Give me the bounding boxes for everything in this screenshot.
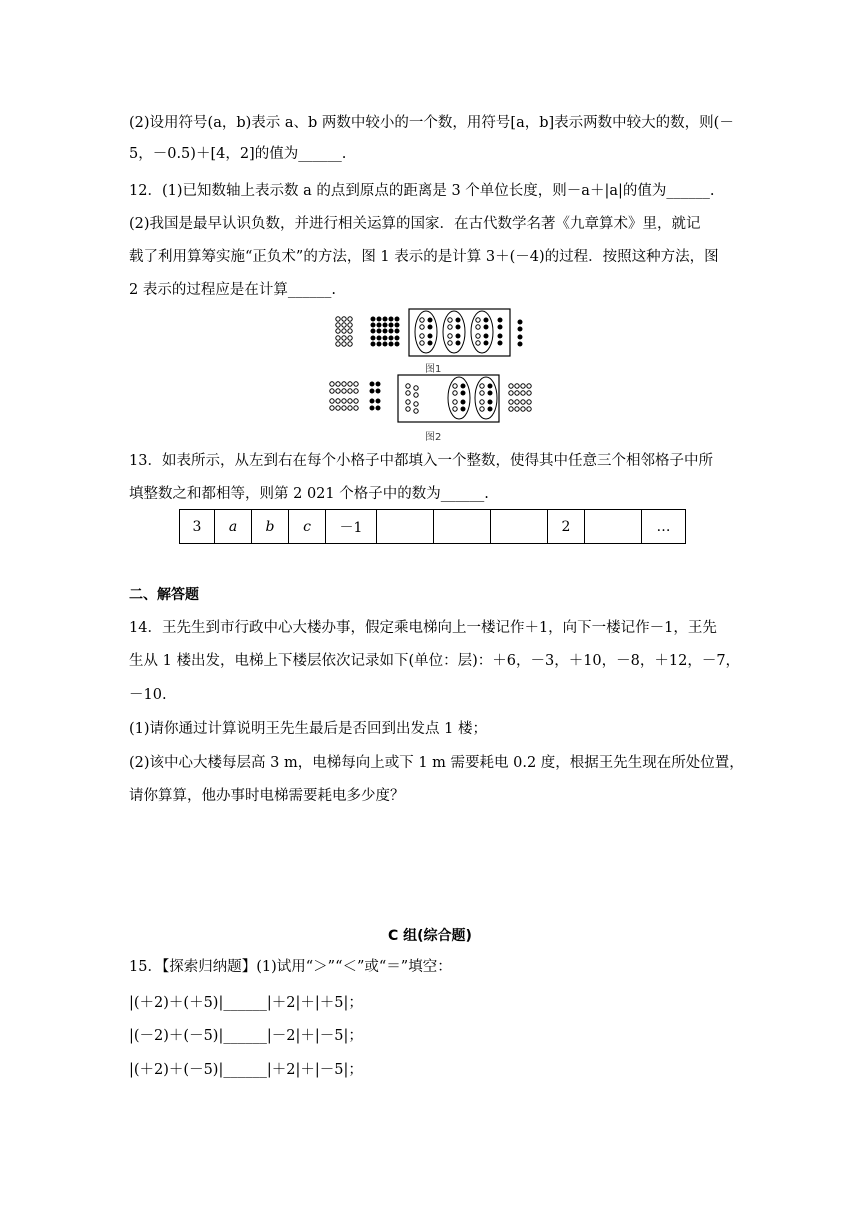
table-cell: 3 — [180, 510, 215, 544]
line-q13-b: 填整数之和都相等，则第 2 021 个格子中的数为______. — [129, 486, 489, 502]
table-row — [180, 510, 686, 544]
table-cell: c — [289, 510, 326, 544]
table-cell — [491, 510, 548, 544]
line-q14-2b: 请你算算，他办事时电梯需要耗电多少度？ — [129, 788, 405, 804]
table-cell — [434, 510, 491, 544]
pair-ovals — [415, 311, 493, 353]
line-q13-a: 13．如表所示，从左到右在每个小格子中都填入一个整数，使得其中任意三个相邻格子中所 — [129, 453, 713, 469]
figure-1-caption: 图1 — [425, 364, 442, 375]
line-q15-row1: |(＋2)＋(＋5)|______|＋2|＋|＋5|； — [129, 995, 363, 1011]
calc-box — [409, 309, 510, 356]
table-cell — [377, 510, 434, 544]
line-q12-1: 12．(1)已知数轴上表示数 a 的点到原点的距离是 3 个单位长度，则－a＋|a|的值为______. — [129, 183, 715, 199]
rods-solid-group — [371, 317, 400, 347]
table-cell: … — [642, 510, 686, 544]
line-q14-1: (1)请你通过计算说明王先生最后是否回到出发点 1 楼； — [129, 721, 487, 737]
table-cell: －1 — [326, 510, 377, 544]
sequence-table — [179, 509, 686, 544]
line-q12-2a: (2)我国是最早认识负数，并进行相关运算的国家．在古代数学名著《九章算术》里，就记 — [129, 216, 701, 232]
section-heading: 二、解答题 — [129, 587, 199, 603]
line-q14-c: －10. — [129, 687, 167, 703]
rods-hollow-group — [336, 317, 352, 346]
line-q15-row3: |(＋2)＋(－5)|______|＋2|＋|－5|； — [129, 1062, 363, 1078]
group-c-heading: C 组(综合题) — [388, 928, 472, 944]
counting-rods-figure-2 — [326, 374, 536, 426]
figure-2-caption: 图2 — [425, 432, 442, 443]
line-q14-2a: (2)该中心大楼每层高 3 m，电梯每向上或下 1 m 需要耗电 0.2 度，根据王先生现在所处位置， — [129, 755, 744, 771]
line-q12-2c: 2 表示的过程应是在计算______. — [129, 282, 336, 298]
line-q12-2b: 载了利用算筹实施“正负术”的方法，图 1 表示的是计算 3＋(－4)的过程．按照这种方法，图 — [129, 249, 719, 265]
line-q14-a: 14．王先生到市行政中心大楼办事，假定乘电梯向上一楼记作＋1，向下一楼记作－1，王先 — [129, 620, 717, 636]
line-q14-b: 生从 1 楼出发，电梯上下楼层依次记录如下(单位：层)：＋6，－3，＋10，－8，＋12，－7， — [129, 653, 741, 669]
table-cell — [585, 510, 642, 544]
counting-rods-figure-1 — [330, 308, 530, 358]
table-cell: 2 — [548, 510, 585, 544]
line-q11-2a: (2)设用符号(a，b)表示 a、b 两数中较小的一个数，用符号[a，b]表示两数中较大的数，则(－ — [129, 115, 734, 131]
line-q15-row2: |(－2)＋(－5)|______|－2|＋|－5|； — [129, 1028, 363, 1044]
line-q15: 15．【探索归纳题】(1)试用“＞”“＜”或“＝”填空： — [129, 959, 452, 975]
result-rods — [518, 320, 523, 347]
table-cell: b — [252, 510, 289, 544]
line-q11-2b: 5，－0.5)＋[4，2]的值为______. — [129, 146, 347, 162]
table-cell: a — [215, 510, 252, 544]
